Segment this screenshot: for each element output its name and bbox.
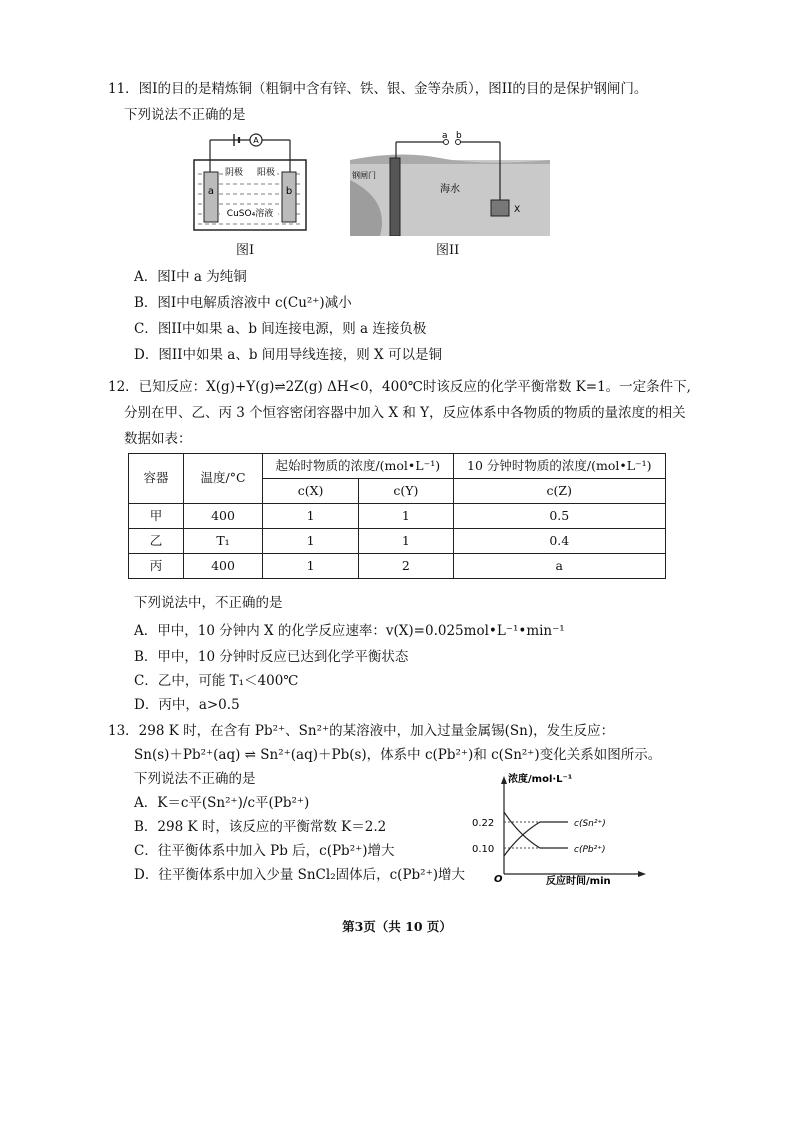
header-initial-concentration: 起始时物质的浓度/(mol•L⁻¹) bbox=[263, 454, 454, 479]
cell: 0.5 bbox=[453, 504, 665, 529]
q12-stem-line3: 数据如表： bbox=[124, 431, 192, 447]
electrode-b-label: b bbox=[285, 186, 293, 197]
cell: 2 bbox=[359, 554, 453, 579]
q11-option-a: A．图I中 a 为纯铜 bbox=[134, 269, 247, 285]
header-container: 容器 bbox=[129, 454, 184, 504]
graph-origin: O bbox=[494, 874, 503, 885]
q11-stem: 11．图I的目的是精炼铜（粗铜中含有锌、铁、银、金等杂质），图II的目的是保护钢闸门。 bbox=[108, 81, 648, 97]
q13-stem-line2: Sn(s)＋Pb²⁺(aq) ⇌ Sn²⁺(aq)＋Pb(s)，体系中 c(Pb²⁺)和 c(Sn²⁺)变化关系如图所示。 bbox=[134, 747, 662, 763]
figure-2-caption: 图II bbox=[436, 243, 460, 258]
graph-series-pb: c(Pb²⁺) bbox=[574, 845, 606, 855]
table-row bbox=[129, 504, 666, 529]
cell: 1 bbox=[263, 529, 359, 554]
header-temperature: 温度/°C bbox=[184, 454, 263, 504]
header-cz: c(Z) bbox=[453, 479, 665, 504]
cell: 甲 bbox=[129, 504, 184, 529]
figure-steel-gate bbox=[350, 130, 550, 236]
cell: 400 bbox=[184, 504, 263, 529]
q12-option-a: A．甲中，10 分钟内 X 的化学反应速率：v(X)=0.025mol•L⁻¹•min⁻¹ bbox=[134, 623, 565, 639]
cell: 1 bbox=[359, 504, 453, 529]
q12-option-c: C．乙中，可能 T₁＜400℃ bbox=[134, 673, 299, 689]
graph-tick-high: 0.22 bbox=[472, 818, 495, 829]
q11-option-c: C．图II中如果 a、b 间连接电源，则 a 连接负极 bbox=[134, 321, 427, 337]
q11-option-b: B．图I中电解质溶液中 c(Cu²⁺)减小 bbox=[134, 295, 352, 311]
cell: 0.4 bbox=[453, 529, 665, 554]
q13-stem-line1: 13．298 K 时，在含有 Pb²⁺、Sn²⁺的某溶液中，加入过量金属锡(Sn)，发生反应： bbox=[108, 723, 615, 739]
table-row bbox=[129, 529, 666, 554]
graph-ylabel: 浓度/mol·L⁻¹ bbox=[508, 774, 573, 785]
q12-stem-line2: 分别在甲、乙、丙 3 个恒容密闭容器中加入 X 和 Y，反应体系中各物质的物质的量浓度的相关 bbox=[124, 405, 686, 421]
q12-stem-line1: 12．已知反应：X(g)+Y(g)⇌2Z(g) ΔH<0，400℃时该反应的化学平衡常数 K=1。一定条件下, bbox=[108, 379, 691, 395]
q12-prompt: 下列说法中，不正确的是 bbox=[134, 595, 283, 611]
header-10min-concentration: 10 分钟时物质的浓度/(mol•L⁻¹) bbox=[453, 454, 665, 479]
solution-label: CuSO₄溶液 bbox=[226, 209, 274, 219]
cell: 乙 bbox=[129, 529, 184, 554]
q12-option-b: B．甲中，10 分钟时反应已达到化学平衡状态 bbox=[134, 649, 409, 665]
cell: a bbox=[453, 554, 665, 579]
page-footer: 第3页（共 10 页） bbox=[342, 919, 452, 934]
seawater-label: 海水 bbox=[440, 184, 460, 195]
electrode-x-label: X bbox=[514, 205, 521, 215]
cathode-label: 阴极 bbox=[224, 168, 244, 178]
cell: 1 bbox=[263, 554, 359, 579]
anode-label: 阳极 bbox=[256, 168, 276, 178]
concentration-time-graph bbox=[470, 770, 650, 886]
cell: 丙 bbox=[129, 554, 184, 579]
cell: 1 bbox=[263, 504, 359, 529]
table-row bbox=[129, 554, 666, 579]
cell: T₁ bbox=[184, 529, 263, 554]
q13-option-b: B．298 K 时，该反应的平衡常数 K＝2.2 bbox=[134, 819, 387, 835]
q11-option-d: D．图II中如果 a、b 间用导线连接，则 X 可以是铜 bbox=[134, 347, 442, 363]
cell: 400 bbox=[184, 554, 263, 579]
graph-series-sn: c(Sn²⁺) bbox=[574, 819, 606, 829]
header-cy: c(Y) bbox=[359, 479, 453, 504]
graph-tick-low: 0.10 bbox=[472, 844, 495, 855]
cell: 1 bbox=[359, 529, 453, 554]
steel-gate-label: 钢闸门 bbox=[352, 171, 376, 180]
concentration-table bbox=[128, 453, 666, 579]
q13-option-c: C．往平衡体系中加入 Pb 后，c(Pb²⁺)增大 bbox=[134, 843, 395, 859]
q13-option-a: A．K＝c平(Sn²⁺)/c平(Pb²⁺) bbox=[134, 795, 310, 811]
terminal-a-label: a bbox=[442, 131, 448, 141]
q12-option-d: D．丙中，a>0.5 bbox=[134, 697, 240, 713]
electrode-a-label: a bbox=[207, 186, 215, 197]
ammeter-label: A bbox=[253, 136, 259, 145]
header-cx: c(X) bbox=[263, 479, 359, 504]
figure-electrolysis-cell bbox=[190, 132, 310, 232]
q13-prompt: 下列说法不正确的是 bbox=[134, 771, 256, 787]
q13-option-d: D．往平衡体系中加入少量 SnCl₂固体后，c(Pb²⁺)增大 bbox=[134, 867, 465, 883]
figure-1-caption: 图I bbox=[236, 243, 255, 258]
q11-prompt: 下列说法不正确的是 bbox=[124, 107, 246, 123]
graph-xlabel: 反应时间/min bbox=[546, 876, 611, 886]
terminal-b-label: b bbox=[456, 131, 462, 141]
